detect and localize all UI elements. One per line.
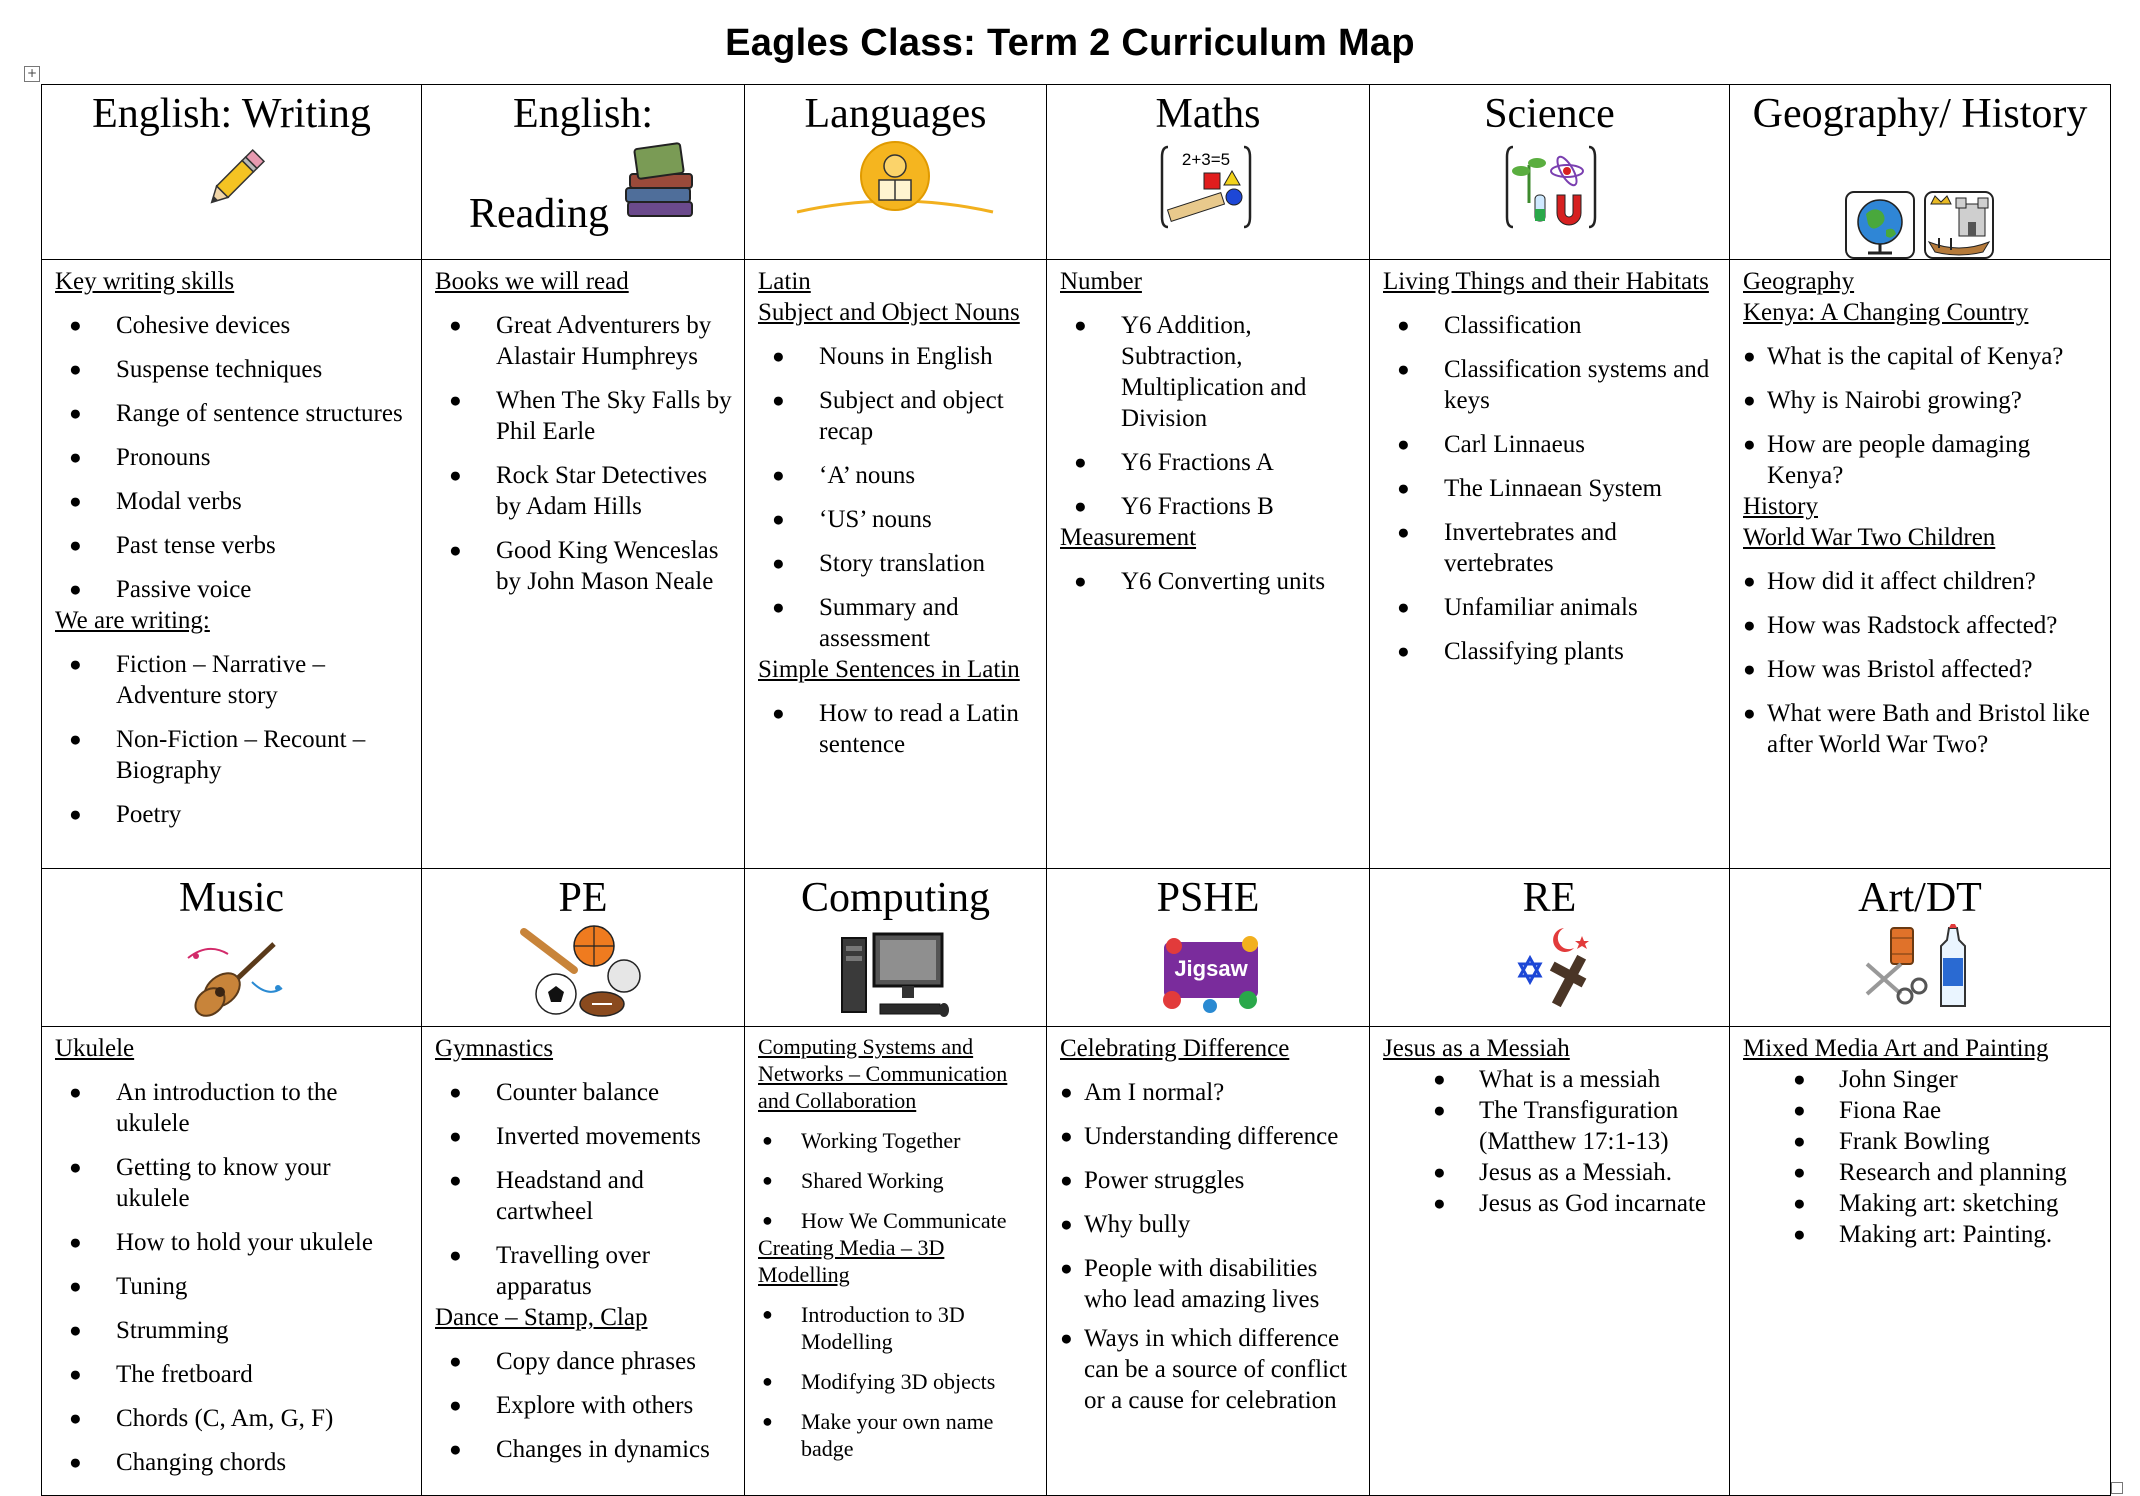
section-heading: Gymnastics bbox=[435, 1035, 554, 1062]
list-item: ● Making art: sketching bbox=[1743, 1188, 2098, 1219]
cell-english-writing bbox=[42, 260, 422, 869]
reading-child-icon bbox=[795, 140, 995, 221]
list-item: ● Copy dance phrases bbox=[435, 1346, 732, 1377]
list-item: ● How We Communicate bbox=[758, 1207, 1034, 1234]
bullet-list bbox=[758, 698, 1034, 760]
bullet-list bbox=[1743, 566, 2098, 760]
list-item: ● Classification bbox=[1383, 310, 1717, 341]
section-heading: Jesus as a Messiah bbox=[1383, 1035, 1570, 1062]
subject-title: English: Writing bbox=[92, 91, 371, 137]
list-item: ● Why bully bbox=[1060, 1209, 1357, 1240]
header-computing bbox=[745, 869, 1047, 1027]
list-item: ● Summary and assessment bbox=[758, 592, 1034, 654]
section-heading: Mixed Media Art and Painting bbox=[1743, 1035, 2049, 1062]
cell-art-dt bbox=[1730, 1027, 2111, 1496]
header-geography-history bbox=[1730, 85, 2111, 260]
header-maths bbox=[1047, 85, 1370, 260]
list-item: ● Changes in dynamics bbox=[435, 1434, 732, 1465]
header-english-reading bbox=[422, 85, 745, 260]
list-item: ● Non-Fiction – Recount – Biography bbox=[55, 724, 409, 786]
list-item: ● Great Adventurers by Alastair Humphreys bbox=[435, 310, 732, 372]
list-item: ● Power struggles bbox=[1060, 1165, 1357, 1196]
list-item: ● Understanding difference bbox=[1060, 1121, 1357, 1152]
subject-title: RE bbox=[1522, 875, 1577, 921]
list-item: ● Story translation bbox=[758, 548, 1034, 579]
globe-icon bbox=[1844, 190, 1916, 265]
subject-title: Art/DT bbox=[1858, 875, 1982, 921]
list-item: ● Fiction – Narrative – Adventure story bbox=[55, 649, 409, 711]
section-subheading: World War Two Children bbox=[1743, 524, 1996, 551]
computer-icon bbox=[840, 930, 950, 1027]
cell-science bbox=[1370, 260, 1730, 869]
list-item: ● Past tense verbs bbox=[55, 530, 409, 561]
list-item: ● Frank Bowling bbox=[1743, 1126, 2098, 1157]
bullet-list bbox=[1383, 1064, 1717, 1219]
document-title: Eagles Class: Term 2 Curriculum Map bbox=[725, 22, 1415, 64]
list-item: ● How are people damaging Kenya? bbox=[1743, 429, 2098, 491]
list-item: ● ‘US’ nouns bbox=[758, 504, 1034, 535]
section-heading: We are writing: bbox=[55, 607, 210, 634]
section-heading: Dance – Stamp, Clap bbox=[435, 1304, 648, 1331]
list-item: ● How did it affect children? bbox=[1743, 566, 2098, 597]
list-item: ● Why is Nairobi growing? bbox=[1743, 385, 2098, 416]
list-item: ● How to hold your ukulele bbox=[55, 1227, 409, 1258]
section-heading: Computing Systems and Networks – Communication and Collaboration bbox=[758, 1034, 1008, 1113]
list-item: ● The fretboard bbox=[55, 1359, 409, 1390]
bullet-list bbox=[758, 1127, 1034, 1234]
list-item: ● Unfamiliar animals bbox=[1383, 592, 1717, 623]
header-pshe bbox=[1047, 869, 1370, 1027]
cell-languages bbox=[745, 260, 1047, 869]
list-item: ● Make your own name badge bbox=[758, 1408, 1034, 1462]
section-heading: Living Things and their Habitats bbox=[1383, 268, 1709, 295]
list-item: ● Fiona Rae bbox=[1743, 1095, 2098, 1126]
subject-title: Maths bbox=[1155, 91, 1261, 137]
section-heading: Number bbox=[1060, 268, 1142, 295]
list-item: ● When The Sky Falls by Phil Earle bbox=[435, 385, 732, 447]
list-item: ● Modifying 3D objects bbox=[758, 1368, 1034, 1395]
list-item: ● Research and planning bbox=[1743, 1157, 2098, 1188]
list-item: ● Y6 Addition, Subtraction, Multiplication and Division bbox=[1060, 310, 1357, 434]
list-item: ● Headstand and cartwheel bbox=[435, 1165, 732, 1227]
subject-title: Science bbox=[1484, 91, 1615, 137]
bullet-list bbox=[55, 649, 409, 830]
bullet-list bbox=[435, 1077, 732, 1302]
bullet-list bbox=[758, 1301, 1034, 1462]
cell-pe bbox=[422, 1027, 745, 1496]
cell-geography-history bbox=[1730, 260, 2111, 869]
list-item: ● Good King Wenceslas by John Mason Neale bbox=[435, 535, 732, 597]
list-item: ● Chords (C, Am, G, F) bbox=[55, 1403, 409, 1434]
maths-icon bbox=[1160, 143, 1252, 236]
list-item: ● John Singer bbox=[1743, 1064, 2098, 1095]
section-heading: Latin bbox=[758, 268, 811, 295]
subject-title: Computing bbox=[800, 875, 991, 921]
section-heading: Measurement bbox=[1060, 524, 1197, 551]
bullet-list bbox=[55, 310, 409, 605]
subject-title: Languages bbox=[804, 91, 987, 137]
list-item: ● Counter balance bbox=[435, 1077, 732, 1108]
header-pe bbox=[422, 869, 745, 1027]
subject-title: PE bbox=[558, 875, 608, 921]
section-heading: History bbox=[1743, 493, 1818, 520]
list-item: ● The Linnaean System bbox=[1383, 473, 1717, 504]
list-item: ● Rock Star Detectives by Adam Hills bbox=[435, 460, 732, 522]
bullet-list bbox=[1060, 566, 1357, 597]
cell-pshe bbox=[1047, 1027, 1370, 1496]
table-move-handle[interactable]: + bbox=[24, 66, 40, 82]
section-heading: Key writing skills bbox=[55, 268, 235, 295]
subject-title-line2: Reading bbox=[469, 191, 609, 237]
list-item: ● Pronouns bbox=[55, 442, 409, 473]
bullet-list bbox=[1743, 1064, 2098, 1250]
list-item: ● Cohesive devices bbox=[55, 310, 409, 341]
list-item: ● Y6 Fractions A bbox=[1060, 447, 1357, 478]
bullet-list bbox=[435, 310, 732, 597]
religious-symbols-icon bbox=[1512, 924, 1602, 1015]
list-item: ● Invertebrates and vertebrates bbox=[1383, 517, 1717, 579]
list-item: ● Classification systems and keys bbox=[1383, 354, 1717, 416]
list-item: ● Jesus as a Messiah. bbox=[1383, 1157, 1717, 1188]
bullet-list bbox=[1743, 341, 2098, 491]
list-item: ● Range of sentence structures bbox=[55, 398, 409, 429]
list-item: ● Getting to know your ukulele bbox=[55, 1152, 409, 1214]
list-item: ● Suspense techniques bbox=[55, 354, 409, 385]
bullet-list bbox=[55, 1077, 409, 1478]
cell-english-reading bbox=[422, 260, 745, 869]
list-item: ● Travelling over apparatus bbox=[435, 1240, 732, 1302]
castle-icon bbox=[1923, 190, 1995, 265]
sports-balls-icon bbox=[518, 918, 648, 1027]
jigsaw-icon-text: Jigsaw bbox=[1174, 956, 1248, 981]
list-item: ● Modal verbs bbox=[55, 486, 409, 517]
section-subheading: Subject and Object Nouns bbox=[758, 299, 1020, 326]
cell-computing bbox=[745, 1027, 1047, 1496]
list-item: ● Changing chords bbox=[55, 1447, 409, 1478]
subject-title: PSHE bbox=[1156, 875, 1260, 921]
list-item: ● Poetry bbox=[55, 799, 409, 830]
list-item: ● Am I normal? bbox=[1060, 1077, 1357, 1108]
list-item: ● ‘A’ nouns bbox=[758, 460, 1034, 491]
jigsaw-icon bbox=[1158, 930, 1264, 1021]
list-item: ● Strumming bbox=[55, 1315, 409, 1346]
maths-icon-text: 2+3=5 bbox=[1181, 150, 1231, 169]
list-item: ● People with disabilities who lead amazing lives bbox=[1060, 1253, 1357, 1315]
list-item: ● Working Together bbox=[758, 1127, 1034, 1154]
header-languages bbox=[745, 85, 1047, 260]
table-resize-handle[interactable] bbox=[2111, 1482, 2123, 1494]
bullet-list bbox=[758, 341, 1034, 654]
section-heading: Creating Media – 3D Modelling bbox=[758, 1235, 945, 1287]
cell-re bbox=[1370, 1027, 1730, 1496]
section-heading: Celebrating Difference bbox=[1060, 1035, 1290, 1062]
list-item: ● Carl Linnaeus bbox=[1383, 429, 1717, 460]
list-item: ● Y6 Converting units bbox=[1060, 566, 1357, 597]
header-music bbox=[42, 869, 422, 1027]
bullet-list bbox=[1383, 310, 1717, 667]
list-item: ● Explore with others bbox=[435, 1390, 732, 1421]
list-item: ● Introduction to 3D Modelling bbox=[758, 1301, 1034, 1355]
section-subheading: Simple Sentences in Latin bbox=[758, 656, 1020, 683]
list-item: ● Inverted movements bbox=[435, 1121, 732, 1152]
section-subheading: Kenya: A Changing Country bbox=[1743, 299, 2029, 326]
pencil-icon bbox=[200, 144, 270, 219]
list-item: ● What is the capital of Kenya? bbox=[1743, 341, 2098, 372]
cell-music bbox=[42, 1027, 422, 1496]
list-item: ● What were Bath and Bristol like after World War Two? bbox=[1743, 698, 2098, 760]
list-item: ● Subject and object recap bbox=[758, 385, 1034, 447]
art-supplies-icon bbox=[1861, 924, 1985, 1019]
list-item: ● Shared Working bbox=[758, 1167, 1034, 1194]
list-item: ● The Transfiguration (Matthew 17:1-13) bbox=[1383, 1095, 1717, 1157]
bullet-list bbox=[1060, 310, 1357, 522]
list-item: ● Classifying plants bbox=[1383, 636, 1717, 667]
subject-title: Music bbox=[179, 875, 284, 921]
section-heading: Ukulele bbox=[55, 1035, 135, 1062]
list-item: ● Making art: Painting. bbox=[1743, 1219, 2098, 1250]
header-art-dt bbox=[1730, 869, 2111, 1027]
science-icon bbox=[1505, 143, 1597, 236]
header-re bbox=[1370, 869, 1730, 1027]
guitar-icon bbox=[182, 938, 286, 1023]
list-item: ● Jesus as God incarnate bbox=[1383, 1188, 1717, 1219]
curriculum-table bbox=[41, 84, 2111, 1496]
list-item: ● Ways in which difference can be a source of conflict or a cause for celebration bbox=[1060, 1323, 1357, 1416]
section-heading: Geography bbox=[1743, 268, 1855, 295]
list-item: ● Passive voice bbox=[55, 574, 409, 605]
list-item: ● How to read a Latin sentence bbox=[758, 698, 1034, 760]
list-item: ● What is a messiah bbox=[1383, 1064, 1717, 1095]
bullet-list bbox=[435, 1346, 732, 1465]
list-item: ● How was Radstock affected? bbox=[1743, 610, 2098, 641]
header-english-writing bbox=[42, 85, 422, 260]
bullet-list bbox=[1060, 1077, 1357, 1416]
list-item: ● An introduction to the ukulele bbox=[55, 1077, 409, 1139]
section-heading: Books we will read bbox=[435, 268, 629, 295]
books-icon bbox=[622, 142, 698, 237]
list-item: ● Nouns in English bbox=[758, 341, 1034, 372]
header-science bbox=[1370, 85, 1730, 260]
subject-title: Geography/ History bbox=[1752, 91, 2088, 137]
list-item: ● Tuning bbox=[55, 1271, 409, 1302]
list-item: ● How was Bristol affected? bbox=[1743, 654, 2098, 685]
subject-title: English: bbox=[512, 91, 653, 137]
cell-maths bbox=[1047, 260, 1370, 869]
list-item: ● Y6 Fractions B bbox=[1060, 491, 1357, 522]
